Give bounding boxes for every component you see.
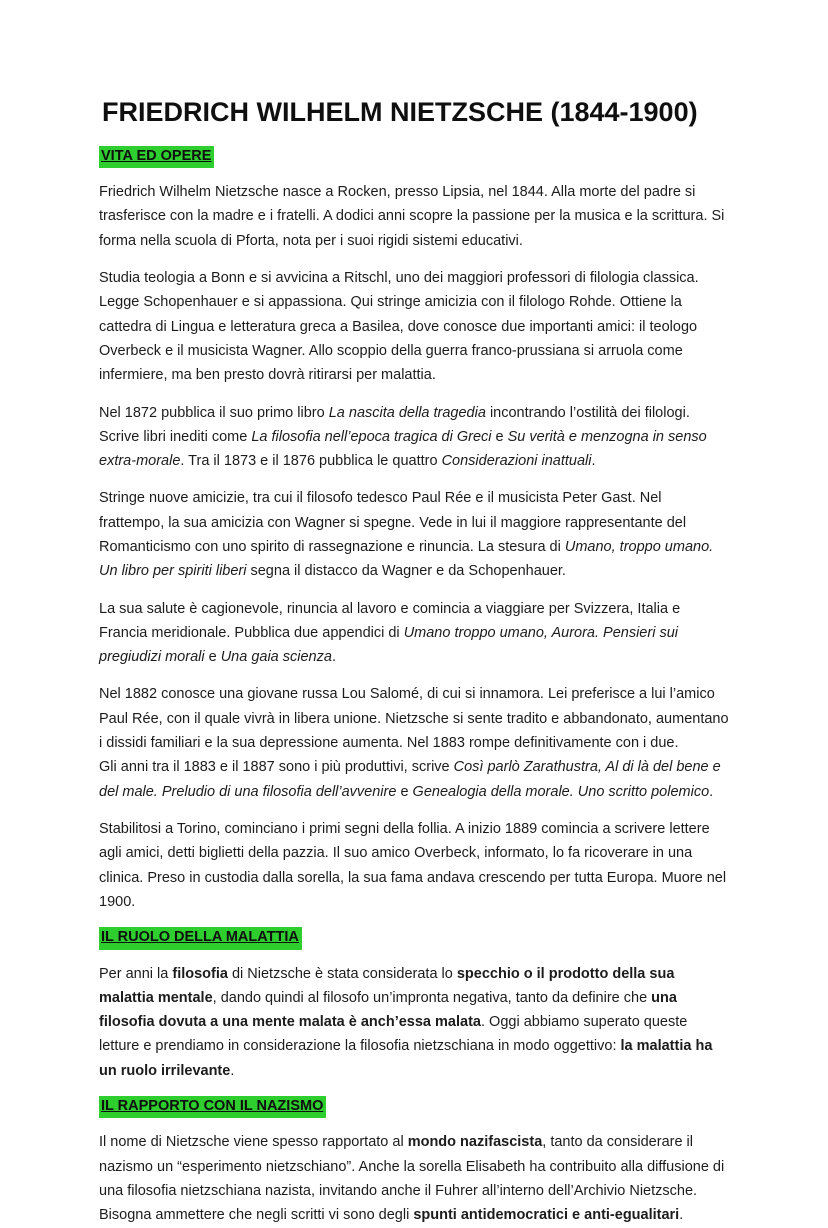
section-heading-vita-ed-opere: VITA ED OPERE <box>99 146 214 168</box>
section-ruolo-della-malattia <box>99 927 729 1083</box>
section-heading-row <box>99 927 729 949</box>
paragraph-malattia-1: Per anni la filosofia di Nietzsche è stata considerata lo specchio o il prodotto della sua malattia mentale, dando quindi al filosofo un’impronta negativa, tanto da definire che una filosofia dovuta a una mente malata è anch’essa malata. Oggi abbiamo superato queste letture e prendiamo in considerazione la filosofia nietzschiana in modo oggettivo: la malattia ha un ruolo irrilevante. <box>99 965 713 1079</box>
section-heading-row <box>99 146 729 168</box>
paragraph-biography-7: Stabilitosi a Torino, cominciano i primi segni della follia. A inizio 1889 comincia a scrivere lettere agli amici, detti biglietti della pazzia. Il suo amico Overbeck, informato, lo fa ricoverare in una clinica. Preso in custodia dalla sorella, la sua fama andava crescendo per tutta Europa. Muore nel 1900. <box>99 820 727 910</box>
paragraph-biography-2: Studia teologia a Bonn e si avvicina a Ritschl, uno dei maggiori professori di filologia classica. Legge Schopenhauer e si appassiona. Qui stringe amicizia con il filologo Rohde. Ottiene la cattedra di Lingua e letteratura greca a Basilea, dove conosce due importanti amici: il teologo Overbeck e il musicista Wagner. Allo scoppio della guerra franco-prussiana si arruola come infermiere, ma ben presto dovrà ritirarsi per malattia. <box>99 270 699 384</box>
paragraph-biography-3: Nel 1872 pubblica il suo primo libro La nascita della tragedia incontrando l’ostilità dei filologi. Scrive libri inediti come La filosofia nell’epoca tragica di Greci e Su verità e menzogna in senso extra-morale. Tra il 1873 e il 1876 pubblica le quattro Considerazioni inattuali. <box>99 404 707 470</box>
paragraph-biography-5: La sua salute è cagionevole, rinuncia al lavoro e comincia a viaggiare per Svizzera, Italia e Francia meridionale. Pubblica due appendici di Umano troppo umano, Aurora. Pensieri sui pregiudizi morali e Una gaia scienza. <box>99 600 681 666</box>
section-heading-ruolo-della-malattia: IL RUOLO DELLA MALATTIA <box>99 927 302 949</box>
paragraph-nazismo-1: Il nome di Nietzsche viene spesso rapportato al mondo nazifascista, tanto da considerare il nazismo un “esperimento nietzschiano”. Anche la sorella Elisabeth ha contribuito alla diffusione di una filosofia nietzschiana nazista, invitando anche il Fuhrer all’interno dell’Archivio Nietzsche. Bisogna ammettere che negli scritti vi sono degli spunti antidemocratici e anti-egualitari. <box>99 1134 725 1224</box>
paragraph-biography-6: Nel 1882 conosce una giovane russa Lou Salomé, di cui si innamora. Lei preferisce a lui l’amico Paul Rée, con il quale vivrà in libera unione. Nietzsche si sente tradito e abbandonato, aumentano i dissidi familiari e la sua depressione aumenta. Nel 1883 rompe definitivamente con i due. Gli anni tra il 1883 e il 1887 sono i più produttivi, scrive Così parlò Zarathustra, Al di là del bene e del male. Preludio di una filosofia dell’avvenire e Genealogia della morale. Uno scritto polemico. <box>99 686 729 800</box>
paragraph-biography-4: Stringe nuove amicizie, tra cui il filosofo tedesco Paul Rée e il musicista Peter Gast. Nel frattempo, la sua amicizia con Wagner si spegne. Vede in lui il maggiore rappresentante del Romanticismo con uno spirito di rassegnazione e rinuncia. La stesura di Umano, troppo umano. Un libro per spiriti liberi segna il distacco da Wagner e da Schopenhauer. <box>99 490 714 580</box>
section-heading-row <box>99 1096 729 1118</box>
section-rapporto-con-il-nazismo <box>99 1096 729 1228</box>
document-title: FRIEDRICH WILHELM NIETZSCHE (1844-1900) <box>102 97 698 127</box>
paragraph-biography-1: Friedrich Wilhelm Nietzsche nasce a Rocken, presso Lipsia, nel 1844. Alla morte del padre si trasferisce con la madre e i fratelli. A dodici anni scopre la passione per la musica e la scrittura. Si forma nella scuola di Pforta, nota per i suoi rigidi sistemi educativi. <box>99 184 725 249</box>
section-vita-ed-opere <box>99 146 729 914</box>
section-heading-rapporto-con-il-nazismo: IL RAPPORTO CON IL NAZISMO <box>99 1096 326 1118</box>
